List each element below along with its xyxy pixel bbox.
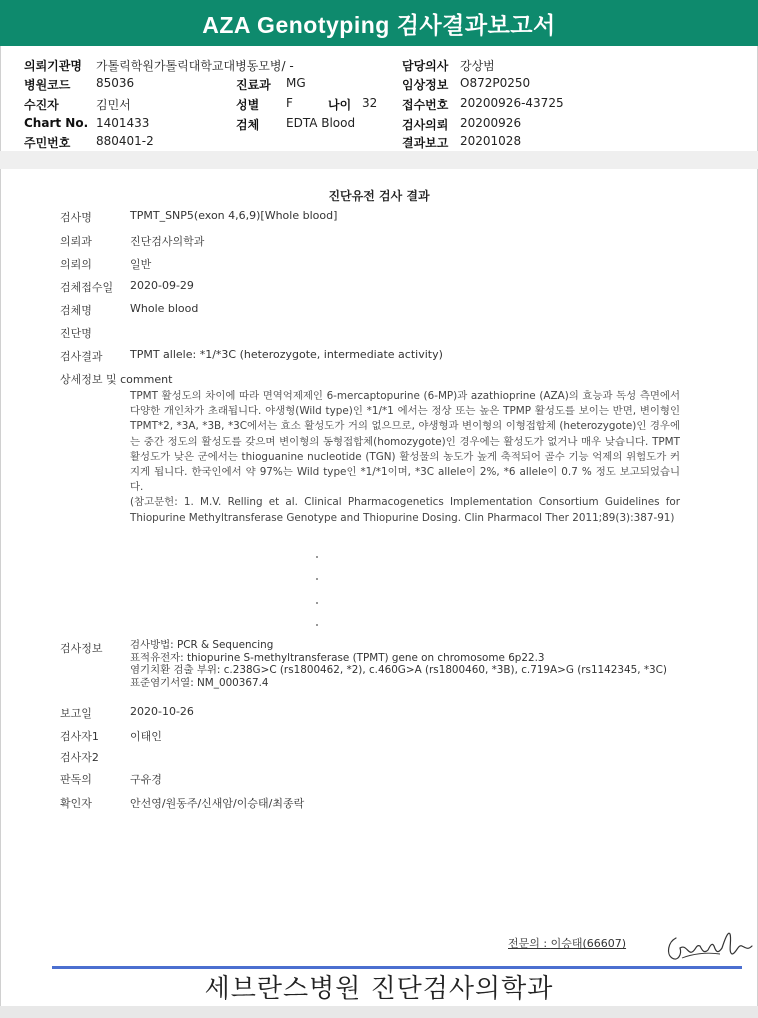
footer-institution: 세브란스병원 진단검사의학과 [204, 974, 554, 1004]
test-info-block [130, 639, 667, 689]
header-divider-band [0, 151, 758, 169]
report-date-value: 2020-10-26 [130, 705, 194, 718]
doctor-label: 담당의사 [402, 59, 449, 73]
specimen-label: 검체 [236, 118, 260, 132]
reader-label: 판독의 [60, 773, 92, 786]
reference-seq-line: 표준염기서열: NM_000367.4 [130, 676, 269, 689]
report-main-title: AZA Genotyping 검사결과보고서 [202, 11, 556, 38]
report-title-bar [0, 0, 758, 46]
result-date-label: 결과보고 [402, 136, 449, 150]
test-name-value: TPMT_SNP5(exon 4,6,9)[Whole blood] [130, 209, 338, 222]
sex-label: 성별 [236, 98, 260, 112]
comment-paragraph: TPMT 활성도의 차이에 따라 면역억제제인 6-mercaptopurine (6-MP)과 azathioprine (AZA)의 효능과 독성 측면에서 다양한 개인차가 초래됩니다. 야생형(Wild type)인 *1/*1 에서는 정상 또는 높은 TPMP 활성도를 보이는 반면, 변이형인TPMT*2, *3A, *3B, *3C에서는 효소 활성도가 거의 없으므로, 야생형과 변이형의 이형접합체 (heterozygote)인 경우에는 중간 정도의 활성도를 갖으며 변이형의 동형접합체(homozygote)인 경우에는 활성도가 없거나 매우 낮습니다. TPMT 활성도가 낮은 군에서는 thioguanine nucleotide (TGN) 활성물의 농도가 높게 축적되어 골수 기능 억제의 위험도가 커지게 됩니다. 한국인에서 약 97%는 Wild type인 *1/*1이며, *3C allele이 2%, *6 allele이 0.7 % 정도 보고되었습니다. [130, 390, 680, 494]
result-date-value: 20201028 [460, 134, 522, 148]
dept-label: 진료과 [236, 78, 271, 92]
tester1-label: 검사자1 [60, 730, 99, 743]
gene-line: 표적유전자: thiopurine S-methyltransferase (TPMT) gene on chromosome 6p22.3 [130, 651, 545, 664]
handwritten-signature [662, 924, 754, 968]
hospital-code-label: 병원코드 [24, 78, 71, 92]
age-label: 나이 [328, 98, 352, 112]
confirmer-value: 안선영/원동주/신새암/이승태/최종락 [130, 797, 305, 810]
resident-value: 880401-2 [96, 134, 154, 148]
patient-label: 수진자 [24, 98, 59, 112]
clinical-info-label: 임상정보 [402, 78, 449, 92]
request-dept-label: 의뢰과 [60, 235, 92, 248]
chart-value: 1401433 [96, 116, 150, 130]
sex-value: F [286, 96, 293, 110]
scan-dot [316, 624, 318, 626]
resident-label: 주민번호 [24, 136, 71, 150]
scan-dot [316, 602, 318, 604]
diagnosis-label: 진단명 [60, 327, 92, 340]
test-name-label: 검사명 [60, 211, 92, 224]
method-line: 검사방법: PCR & Sequencing [130, 639, 274, 651]
reader-value: 구유경 [130, 773, 162, 786]
request-doctor-label: 의뢰의 [60, 258, 92, 271]
patient-value: 김민서 [96, 98, 131, 112]
chart-label: Chart No. [24, 116, 89, 130]
request-dept-value: 진단검사의학과 [130, 235, 205, 248]
tester1-value: 이태인 [130, 730, 162, 743]
institution-label: 의뢰기관명 [24, 59, 82, 73]
test-info-label: 검사정보 [60, 642, 103, 655]
specimen-name-label: 검체명 [60, 304, 92, 317]
request-date-label: 검사의뢰 [402, 118, 449, 132]
request-date-value: 20200926 [460, 116, 522, 130]
variant-line: 염기치환 검출 부위: c.238G>C (rs1800462, *2), c.460G>A (rs1800460, *3B), c.719A>G (rs1142345, *3C) [130, 664, 667, 677]
specialist-label: 전문의 : [508, 937, 551, 950]
detail-comment-label: 상세정보 및 comment [60, 373, 173, 386]
tester2-label: 검사자2 [60, 751, 99, 764]
test-result-label: 검사결과 [60, 350, 103, 363]
confirmer-label: 확인자 [60, 797, 92, 810]
received-date-label: 검체접수일 [60, 281, 114, 294]
scan-dot [316, 578, 318, 580]
comment-text [130, 389, 680, 526]
receipt-number-value: 20200926-43725 [460, 96, 564, 110]
hospital-code-value: 85036 [96, 76, 135, 90]
bottom-band [0, 1006, 758, 1018]
specialist-name: 이승태(66607) [550, 937, 627, 950]
specialist-line [508, 935, 626, 951]
specimen-name-value: Whole blood [130, 302, 199, 315]
test-result-value: TPMT allele: *1/*3C (heterozygote, intermediate activity) [130, 348, 443, 361]
doctor-value: 강상범 [460, 59, 495, 73]
receipt-number-label: 접수번호 [402, 98, 449, 112]
specimen-value: EDTA Blood [286, 116, 356, 130]
section-title: 진단유전 검사 결과 [328, 189, 430, 203]
clinical-info-value: O872P0250 [460, 76, 531, 90]
dept-value: MG [286, 76, 306, 90]
request-doctor-value: 일반 [130, 258, 152, 271]
received-date-value: 2020-09-29 [130, 279, 194, 292]
reference-paragraph: (참고문헌: 1. M.V. Relling et al. Clinical Pharmacogenetics Implementation Consortium Guidelines for Thiopurine Methyltransferase Genotype and Thiopurine Dosing. Clin Pharmacol Ther 2011;89(3):387-91) [130, 496, 680, 524]
institution-value: 가톨릭학원가톨릭대학교대병동모병/ - [96, 59, 294, 73]
scan-dot [316, 556, 318, 558]
age-value: 32 [362, 96, 378, 110]
report-date-label: 보고일 [60, 707, 92, 720]
